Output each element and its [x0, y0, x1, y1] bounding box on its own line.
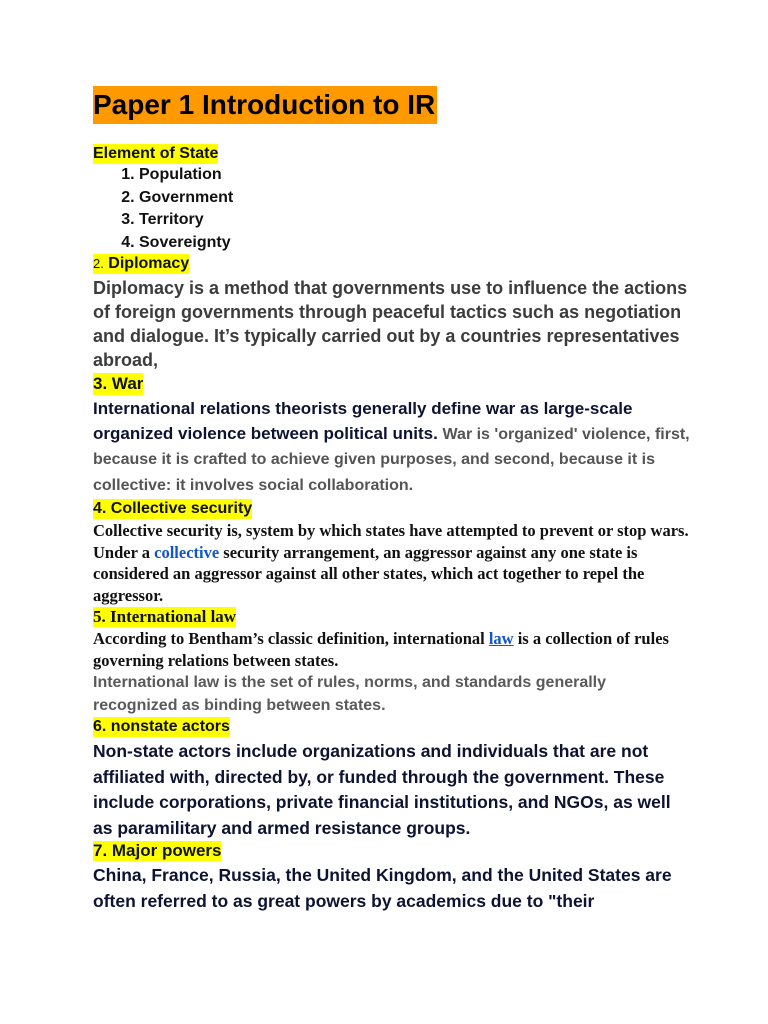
section-body: China, France, Russia, the United Kingdom, and the United States are often referred to as great powers by academics due to "their: [93, 865, 672, 911]
document-page: [93, 86, 693, 914]
section-nonstate-actors: [93, 717, 693, 841]
body-dark: International relations theorists generally define war as large-scale organized violence between political units.: [93, 399, 633, 443]
body-b: is a collection of rules governing relations between states.: [93, 629, 669, 670]
section-body-gray: International law is the set of rules, norms, and standards generally recognized as binding between states.: [93, 674, 607, 714]
list-item: 3. Territory: [139, 209, 693, 232]
section-number: 2.: [93, 256, 104, 271]
section-heading: 3. War: [93, 374, 144, 393]
section-body: [93, 628, 693, 671]
section-heading: [93, 254, 189, 274]
section-body: [93, 397, 693, 498]
section-heading: 5. International law: [93, 607, 237, 626]
body-b: security arrangement, an aggressor against any one state is considered an aggressor against all other states, which act together to repel the aggressor.: [93, 542, 645, 605]
list-item: 4. Sovereignty: [139, 232, 693, 255]
body-a: According to Bentham’s classic definition, international: [93, 629, 485, 648]
section-international-law: [93, 607, 693, 717]
section-heading: 4. Collective security: [93, 500, 253, 517]
section-body: [93, 520, 693, 606]
page-title: Paper 1 Introduction to IR: [93, 86, 437, 124]
section-diplomacy: [93, 254, 693, 372]
section-major-powers: [93, 841, 693, 914]
list-item: 2. Government: [139, 187, 693, 210]
section-heading-text: Diplomacy: [108, 255, 190, 272]
section-collective-security: [93, 499, 693, 606]
law-link[interactable]: law: [488, 629, 514, 648]
section-body: Non-state actors include organizations and individuals that are not affiliated with, directed by, or funded through the government. These include corporations, private financial institutions, and NGOs, as well as paramilitary and armed resistance groups.: [93, 741, 671, 838]
body-gray: War is 'organized' violence, first, because it is crafted to achieve given purposes, and second, because it is collective: it involves social collaboration.: [93, 425, 690, 494]
section-body: Diplomacy is a method that governments use to influence the actions of foreign governments through peaceful tactics such as negotiation and dialogue. It’s typically carried out by a countries representatives abroad,: [93, 278, 688, 370]
section-war: [93, 373, 693, 498]
section-heading: 7. Major powers: [93, 841, 222, 860]
collective-link[interactable]: collective: [154, 542, 220, 562]
section-element-of-state: [93, 144, 693, 254]
element-list: [93, 164, 693, 254]
section-heading: 6. nonstate actors: [93, 718, 230, 735]
list-item: 1. Population: [139, 164, 693, 187]
body-a: Collective security is, system by which states have attempted to prevent or stop wars. Under a: [93, 521, 689, 562]
section-heading: Element of State: [93, 145, 219, 162]
